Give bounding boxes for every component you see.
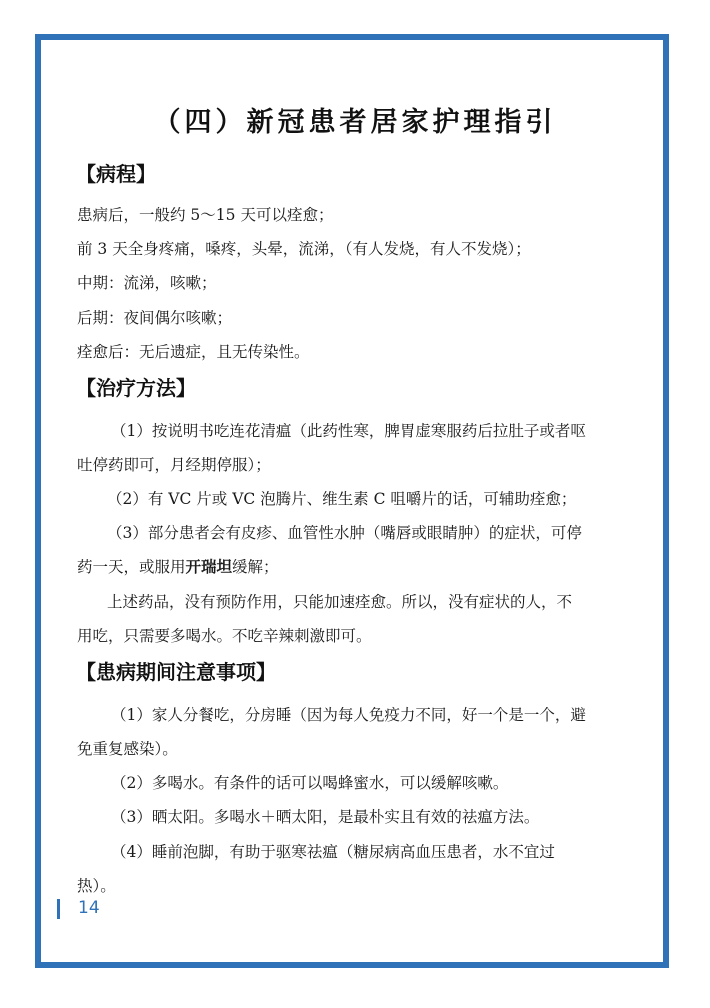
- section-heading-course: 【病程】: [76, 162, 156, 186]
- precaution-item-4-cont: 热）。: [77, 877, 116, 895]
- treatment-item-1: （1）按说明书吃连花清瘟（此药性寒，脾胃虚寒服药后拉肚子或者呕: [111, 422, 586, 440]
- precaution-item-1-cont: 免重复感染）。: [77, 740, 178, 758]
- treatment-item-2: （2）有 VC 片或 VC 泡腾片、维生素 C 咀嚼片的话，可辅助痊愈；: [107, 490, 577, 508]
- section-heading-treatment: 【治疗方法】: [76, 376, 196, 400]
- course-line: 前 3 天全身疼痛，嗓疼，头晕，流涕，（有人发烧，有人不发烧）；: [77, 240, 531, 258]
- course-line: 中期：流涕，咳嗽；: [77, 274, 217, 292]
- treatment-item-3-text-end: 缓解；: [232, 558, 279, 576]
- treatment-item-3: （3）部分患者会有皮疹、血管性水肿（嘴唇或眼睛肿）的症状，可停: [107, 524, 582, 542]
- treatment-item-3-text: 药一天，或服用: [77, 558, 186, 576]
- treatment-item-3-cont: [77, 557, 279, 577]
- page-title: （四）新冠患者居家护理指引: [153, 107, 557, 138]
- treatment-note-cont: 用吃，只需要多喝水。不吃辛辣刺激即可。: [77, 627, 372, 645]
- precaution-item-1: （1）家人分餐吃，分房睡（因为每人免疫力不同，好一个是一个，避: [111, 706, 586, 724]
- precaution-item-3: （3）晒太阳。多喝水＋晒太阳，是最朴实且有效的祛瘟方法。: [111, 808, 540, 826]
- drug-name-bold: 开瑞坦: [185, 558, 233, 576]
- section-heading-precautions: 【患病期间注意事项】: [76, 660, 276, 684]
- course-line: 痊愈后：无后遗症，且无传染性。: [77, 343, 310, 361]
- page-number: 14: [78, 898, 100, 918]
- course-line: 患病后，一般约 5～15 天可以痊愈；: [77, 206, 334, 224]
- course-line: 后期：夜间偶尔咳嗽；: [77, 309, 233, 327]
- precaution-item-4: （4）睡前泡脚，有助于驱寒祛瘟（糖尿病高血压患者，水不宜过: [111, 843, 555, 861]
- page-number-bar: [57, 899, 60, 919]
- treatment-note: 上述药品，没有预防作用，只能加速痊愈。所以，没有症状的人，不: [107, 593, 573, 611]
- precaution-item-2: （2）多喝水。有条件的话可以喝蜂蜜水，可以缓解咳嗽。: [111, 774, 509, 792]
- treatment-item-1-cont: 吐停药即可，月经期停服）；: [77, 456, 271, 474]
